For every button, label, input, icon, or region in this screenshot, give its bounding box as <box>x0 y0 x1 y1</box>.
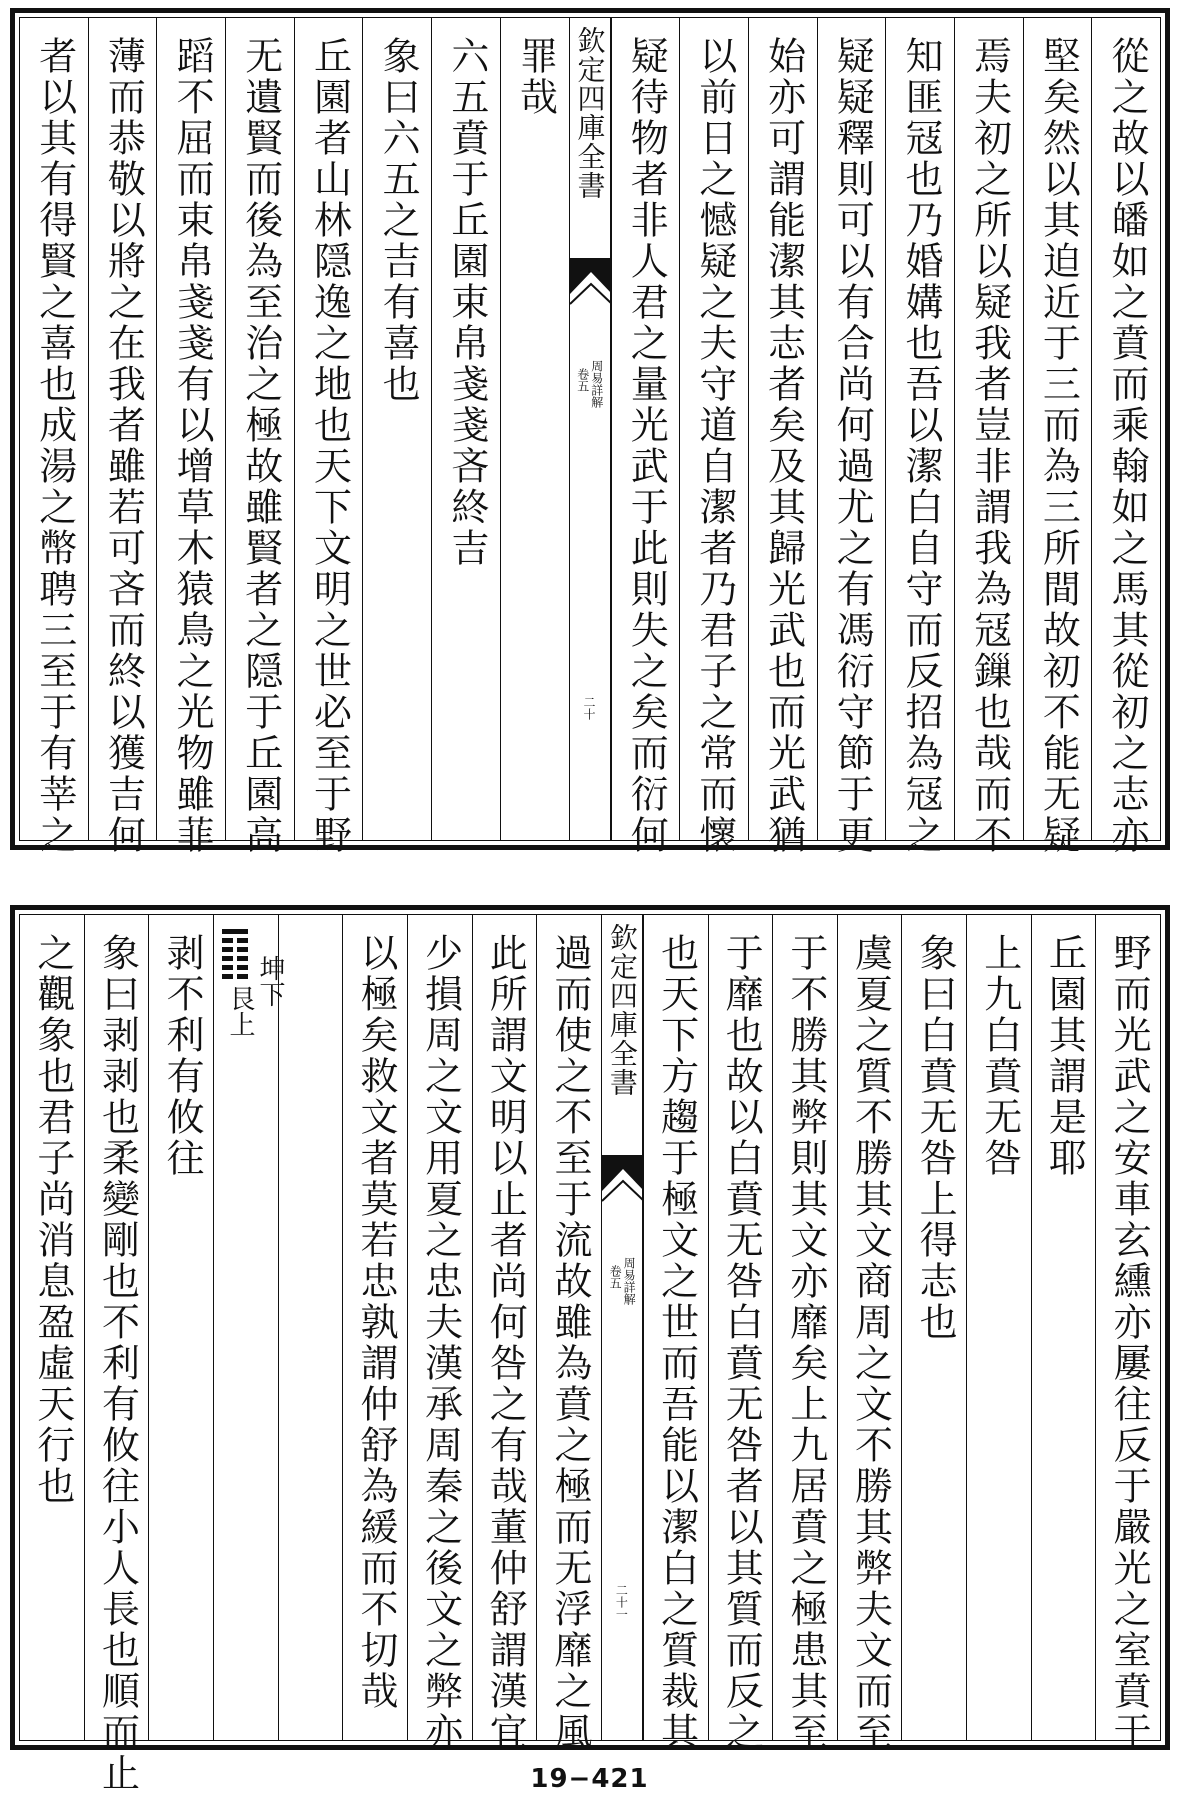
hexagram-bo-icon <box>222 929 248 983</box>
text-column: 象曰白賁无咎上得志也 <box>901 915 966 1740</box>
top-page-frame <box>19 17 1161 856</box>
lower-trigram-label: 坤下 <box>255 955 286 1007</box>
text-column: 也天下方趨于極文之世而吾能以潔白之質裁其 <box>643 915 708 1740</box>
center-fold <box>569 18 611 840</box>
text-column: 无遺賢而後為至治之極故雖賢者之隠于丘園高 <box>225 18 294 840</box>
text-column: 之觀象也君子尚消息盈虛天行也 <box>30 933 75 1507</box>
fold-juan: 卷五 <box>575 368 590 392</box>
text-column: 薄而恭敬以將之在我者雖若可吝而終以獲吉何 <box>88 18 157 840</box>
text-column: 上九白賁无咎 <box>966 915 1031 1740</box>
fold-title: 欽定四庫全書 <box>605 923 639 1097</box>
center-fold <box>601 915 643 1740</box>
text-column: 以前日之憾疑之夫守道自潔者乃君子之常而懷 <box>679 18 748 840</box>
text-column: 于靡也故以白賁无咎白賁无咎者以其質而反之 <box>708 915 773 1740</box>
text-column: 虞夏之質不勝其文商周之文不勝其弊夫文而至 <box>837 915 902 1740</box>
fold-page-number: 二十一 <box>614 1584 629 1620</box>
text-column: 從之故以皤如之賁而乘翰如之馬其從初之志亦 <box>1091 18 1160 840</box>
text-column: 野而光武之安車玄纁亦屢往反于嚴光之室賁于 <box>1095 915 1160 1740</box>
top-page <box>10 8 1170 856</box>
text-column: 于不勝其弊則其文亦靡矣上九居賁之極患其至 <box>772 915 837 1740</box>
fishtail-mark-icon <box>570 258 612 306</box>
hexagram-column <box>213 915 286 1740</box>
fold-juan: 卷五 <box>608 1265 623 1289</box>
fold-book-title: 周易詳解 <box>589 360 604 408</box>
text-column: 以極矣救文者莫若忠孰謂仲舒為緩而不切哉 <box>342 915 407 1740</box>
text-column: 焉夫初之所以疑我者豈非謂我為冦鏁也哉而不 <box>954 18 1023 840</box>
folio-number: 19−421 <box>530 1764 649 1794</box>
text-column: 始亦可謂能潔其志者矣及其歸光武也而光武猶 <box>748 18 817 840</box>
text-column: 疑待物者非人君之量光武于此則失之矣而衍何 <box>611 18 680 840</box>
text-column: 知匪冦也乃婚媾也吾以潔白自守而反招為冦之 <box>885 18 954 840</box>
text-column: 疑疑釋則可以有合尚何過尤之有馮衍守節于更 <box>817 18 886 840</box>
text-column: 六五賁于丘園束帛戔戔吝終吉 <box>431 18 500 840</box>
fold-title: 欽定四庫全書 <box>573 26 607 200</box>
text-column: 丘園者山林隠逸之地也天下文明之世必至于野 <box>294 18 363 840</box>
text-column: 此所謂文明以止者尚何咎之有哉董仲舒謂漢宜 <box>472 915 537 1740</box>
empty-column <box>278 915 343 1740</box>
text-column: 象曰六五之吉有喜也 <box>362 18 431 840</box>
fishtail-mark-icon <box>602 1155 644 1203</box>
text-column: 蹈不屈而束帛戔戔有以增草木猿鳥之光物雖菲 <box>156 18 225 840</box>
text-column: 丘園其謂是耶 <box>1031 915 1096 1740</box>
text-column: 者以其有得賢之喜也成湯之幣聘三至于有莘之 <box>32 36 77 856</box>
text-column: 少損周之文用夏之忠夫漢承周秦之後文之弊亦 <box>407 915 472 1740</box>
upper-trigram-label: 艮上 <box>225 985 256 1037</box>
text-column: 象曰剥剥也柔變剛也不利有攸往小人長也順而止 <box>84 915 149 1740</box>
text-column: 剥不利有攸往 <box>148 915 213 1740</box>
fold-page-number: 二十 <box>582 696 596 720</box>
text-column: 過而使之不至于流故雖為賁之極而无浮靡之風 <box>536 915 601 1740</box>
top-page-columns <box>20 18 1160 856</box>
fold-book-title: 周易詳解 <box>622 1257 637 1305</box>
text-column: 堅矣然以其迫近于三而為三所間故初不能无疑 <box>1023 18 1092 840</box>
text-column: 罪哉 <box>500 18 569 840</box>
